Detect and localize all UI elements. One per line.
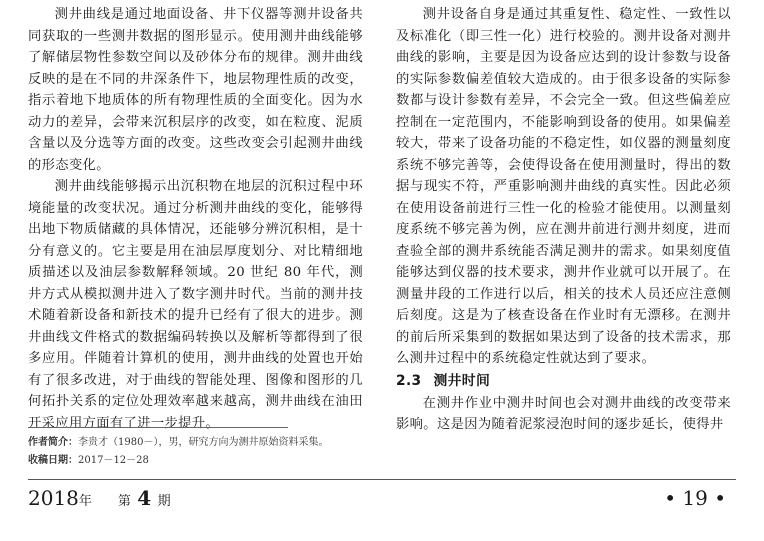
issue-info xyxy=(28,484,171,516)
issue-year: 2018 xyxy=(28,486,79,510)
section-title: 测井时间 xyxy=(433,372,491,389)
issue-prefix: 第 xyxy=(117,494,131,509)
footnote-divider xyxy=(28,427,288,428)
footnotes xyxy=(28,434,368,470)
right-column xyxy=(396,4,731,436)
issue-suffix: 期 xyxy=(157,494,171,509)
body-paragraph: 测井曲线是通过地面设备、井下仪器等测井设备共同获取的一些测井数据的图形显示。使用测井曲线能够了解储层物性参数空间以及砂体分布的规律。测井曲线反映的是在不同的井深条件下，地层物理性质的改变，指示着地下地质体的所有物理性质的全面变化。因为水动力的差异，会带来沉积层序的改变，如在粒度、泥质含量以及分选等方面的改变。这些改变会引起测井曲线的形态变化。 xyxy=(28,7,363,173)
section-heading xyxy=(396,370,731,393)
received-footnote xyxy=(28,452,368,470)
footer-divider xyxy=(28,479,736,480)
author-text: 李贵才（1980－），男，研究方向为测井原始资料采集。 xyxy=(78,437,329,448)
issue-number: 4 xyxy=(137,486,152,510)
page-footer xyxy=(28,484,736,514)
year-suffix: 年 xyxy=(78,494,92,509)
body-paragraph: 测井设备自身是通过其重复性、稳定性、一致性以及标准化（即三性一化）进行校验的。测井设备对测井曲线的影响，主要是因为设备应达到的设计参数与设备的实际参数偏差值较大造成的。由于很多设备的实际参数都与设计参数有差异，不会完全一致。但这些偏差应控制在一定范围内，不能影响到设备的使用。如果偏差较大，带来了设备功能的不稳定性，如仪器的测量刻度系统不够完善等，会使得设备在使用测量时，得出的数据与现实不符，严重影响测井曲线的真实性。因此必须在使用设备前进行三性一化的检验才能使用。以测量刻度系统不够完善为例，应在测井前进行测井刻度，进而查验全部的测井系统能否满足测井的需求。如果刻度值能够达到仪器的技术要求，测井作业就可以开展了。在测量井段的工作进行以后，相关的技术人员还应注意侧后刻度。这是为了核查设备在作业时有无漂移。在测井的前后所采集到的数据如果达到了设备的技术需求，那么测井过程中的系统稳定性就达到了要求。 xyxy=(396,7,731,366)
left-column xyxy=(28,4,363,434)
received-label: 收稿日期： xyxy=(28,455,78,466)
received-date: 2017－12－28 xyxy=(78,455,149,466)
author-footnote xyxy=(28,434,368,452)
body-paragraph: 在测井作业中测井时间也会对测井曲线的改变带来影响。这是因为随着泥浆浸泡时间的逐步延长，使得井 xyxy=(396,395,731,432)
body-paragraph: 测井曲线能够揭示出沉积物在地层的沉积过程中环境能量的改变状况。通过分析测井曲线的变化，能够得出地下物质储藏的具体情况，还能够分辨沉积相，是十分有意义的。它主要是用在油层厚度划分、对比精细地质描述以及油层参数解释领域。20 世纪 80 年代，测井方式从模拟测井进入了数字测井时代。当前的测井技术随着新设备和新技术的提升已经有了很大的进步。测井曲线文件格式的数据编码转换以及解析等都得到了很多应用。伴随着计算机的使用，测井曲线的处置也开始有了很多改进，对于曲线的智能处理、图像和图形的几何拓扑关系的定位处理效率越来越高，测井曲线在油田开采应用方面有了进一步提升。 xyxy=(28,179,363,431)
author-label: 作者简介： xyxy=(28,437,78,448)
section-number: 2.3 xyxy=(396,372,422,389)
page-number: • 19 • xyxy=(664,486,726,510)
